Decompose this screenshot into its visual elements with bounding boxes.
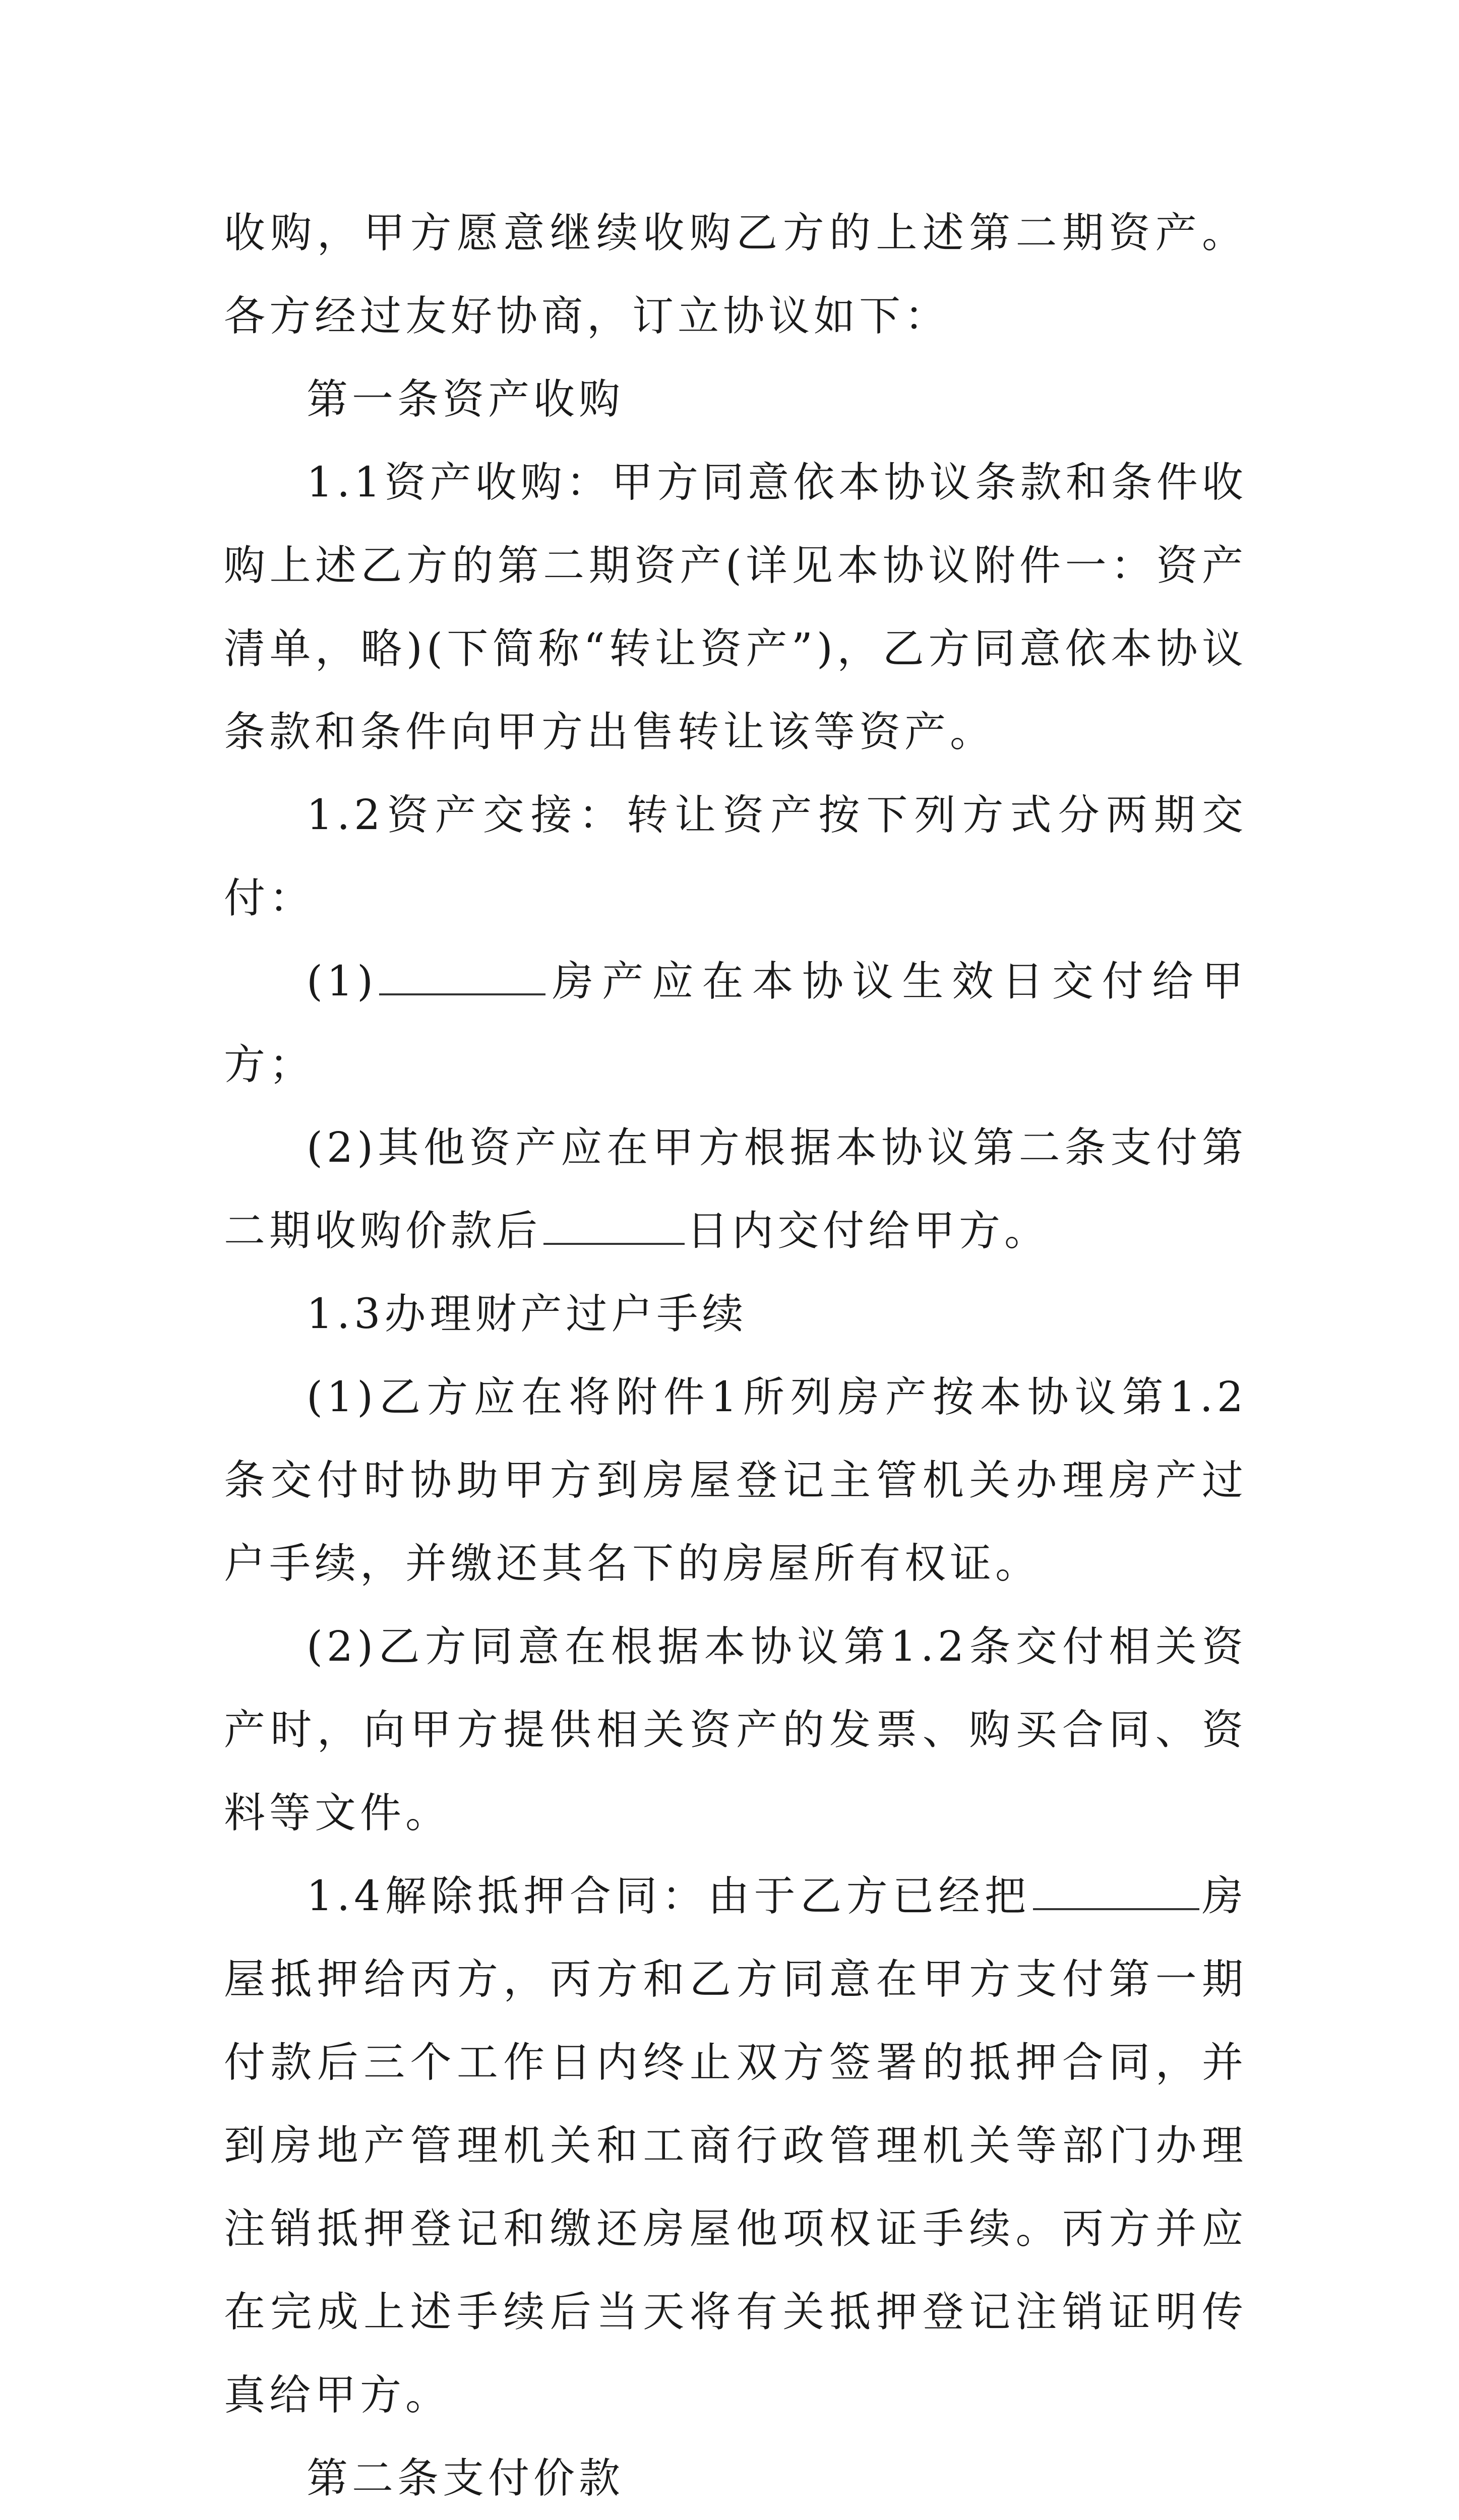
clause-1-3-item-1 bbox=[224, 1356, 1247, 1605]
item-1-prefix: (1) bbox=[307, 958, 378, 1005]
fill-in-blank[interactable] bbox=[543, 1208, 685, 1245]
item-2-text-a: (2)其他资产应在甲方根据本协议第二条支付第二期收购价款后 bbox=[224, 1124, 1247, 1255]
clause-1-4-text-a: 1.4解除抵押合同：由于乙方已经把 bbox=[307, 1872, 1031, 1920]
document-body bbox=[224, 192, 1247, 2520]
clause-1-2-text: 1.2资产交接：转让资产按下列方式分两期交付： bbox=[224, 791, 1247, 922]
clause-1-3 bbox=[224, 1273, 1247, 1356]
clause-1-3-item-1-text: (1)乙方应在将附件1所列房产按本协议第1.2条交付时协助甲方到房屋登记主管机关办理房产过户手续，并缴还其名下的房屋所有权证。 bbox=[224, 1373, 1247, 1588]
clause-1-2-item-2 bbox=[224, 1106, 1247, 1273]
fill-in-blank[interactable] bbox=[1033, 1873, 1199, 1910]
fill-in-blank[interactable] bbox=[379, 958, 545, 995]
article-one-title: 第一条资产收购 bbox=[307, 375, 625, 423]
clause-1-4 bbox=[224, 1855, 1247, 2437]
clause-1-3-item-2 bbox=[224, 1605, 1247, 1855]
article-one-heading bbox=[224, 358, 1247, 441]
clause-1-2 bbox=[224, 774, 1247, 940]
clause-1-1 bbox=[224, 441, 1247, 774]
article-two-title: 第二条支付价款 bbox=[307, 2454, 625, 2502]
intro-paragraph bbox=[224, 192, 1247, 358]
clause-1-4-text-b: 房屋抵押给丙方，丙方和乙方同意在甲方支付第一期付款后三个工作日内终止双方签署的抵押合同，并到房地产管理机关和工商行政管理机关等部门办理注销抵押登记和缴还房屋他项权证手续。丙方并应在完成上述手续后当天将有关抵押登记注销证明传真给甲方。 bbox=[224, 1872, 1247, 2419]
item-1-text: 房产应在本协议生效日交付给甲方； bbox=[224, 958, 1247, 1089]
clause-1-2-item-1 bbox=[224, 940, 1247, 1106]
item-2-text-b: 日内交付给甲方。 bbox=[687, 1207, 1050, 1255]
clause-1-1-text: 1.1资产收购：甲方同意依本协议条款和条件收购上述乙方的第二期资产(详见本协议附件一：资产清单，略)(下简称“转让资产”)，乙方同意依本协议条款和条件向甲方出售转让该等资产。 bbox=[224, 459, 1247, 756]
clause-1-3-item-2-text: (2)乙方同意在根据本协议第1.2条交付相关资产时，向甲方提供相关资产的发票、购买合同、资料等文件。 bbox=[224, 1623, 1247, 1837]
clause-1-3-text: 1.3办理财产过户手续 bbox=[307, 1290, 748, 1338]
article-two-heading bbox=[224, 2437, 1247, 2520]
intro-text: 收购，甲方愿意继续收购乙方的上述第二期资产。各方经过友好协商，订立协议如下： bbox=[224, 209, 1247, 340]
